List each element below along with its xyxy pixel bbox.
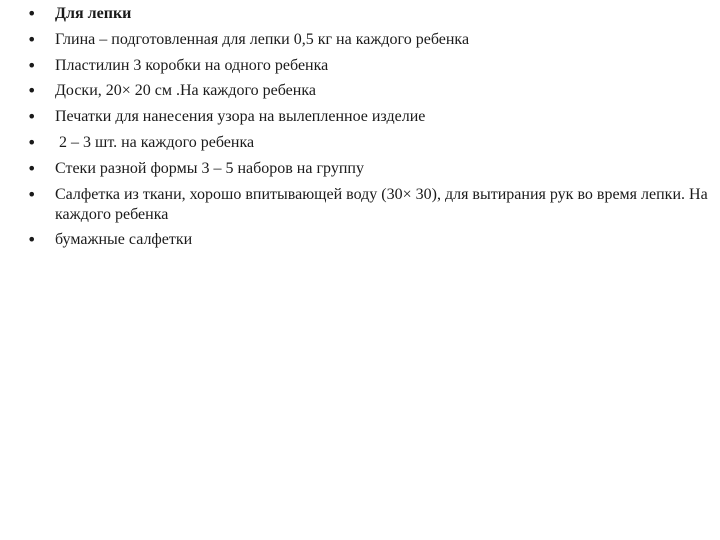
list-heading: Для лепки (55, 5, 132, 22)
bullet-icon: • (27, 107, 37, 127)
list-item-text: Доски, 20× 20 см .На каждого ребенка (55, 82, 316, 100)
list-item (0, 107, 720, 127)
list-item-text: Стеки разной формы 3 – 5 наборов на группу (55, 159, 364, 177)
list-item (0, 4, 720, 24)
list-item (0, 133, 720, 153)
list-item-text: Салфетка из ткани, хорошо впитывающей воду (30× 30), для вытирания рук во время лепки. На каждого ребенка (55, 185, 708, 223)
bullet-icon: • (27, 132, 37, 152)
bullet-icon: • (27, 29, 37, 49)
list-item-text: Глина – подготовленная для лепки 0,5 кг на каждого ребенка (55, 30, 470, 48)
list-item (0, 30, 720, 50)
bullet-icon: • (27, 230, 37, 250)
bullet-icon: • (27, 4, 37, 23)
list-item (0, 56, 720, 76)
materials-list (0, 4, 720, 256)
list-item (0, 185, 720, 225)
bullet-icon: • (27, 81, 37, 101)
bullet-icon: • (27, 55, 37, 75)
list-item-text: Печатки для нанесения узора на вылепленное изделие (55, 108, 426, 126)
bullet-icon: • (27, 184, 37, 204)
list-item (0, 230, 720, 250)
list-item (0, 159, 720, 179)
bullet-icon: • (27, 158, 37, 178)
list-item-text: Пластилин 3 коробки на одного ребенка (55, 56, 329, 74)
list-item-text: 2 – 3 шт. на каждого ребенка (55, 133, 255, 151)
list-item-text: бумажные салфетки (55, 231, 193, 249)
list-item (0, 81, 720, 101)
